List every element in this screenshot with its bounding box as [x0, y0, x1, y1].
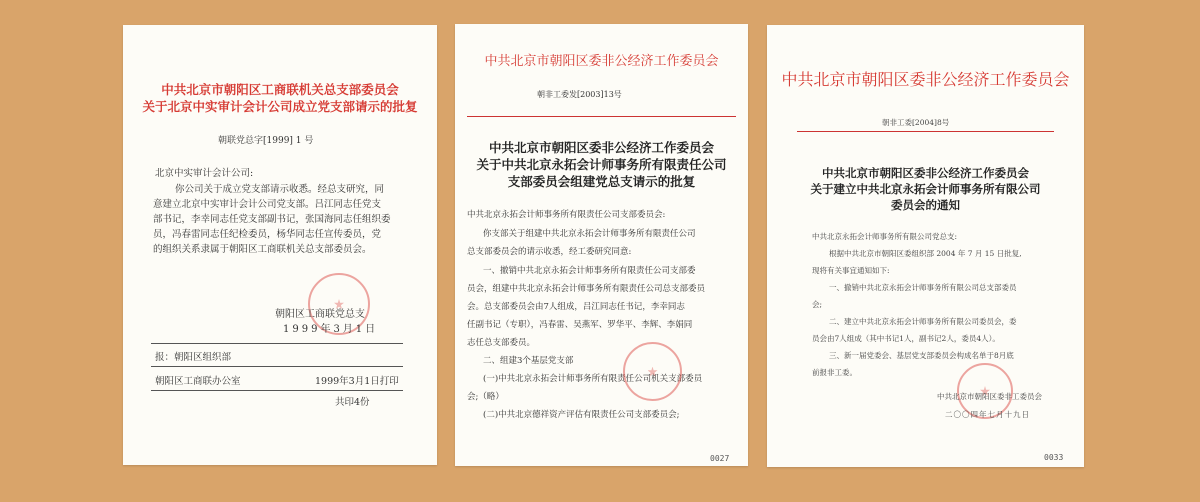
doc1-header-line1: 中共北京市朝阳区工商联机关总支部委员会 [161, 82, 399, 97]
doc1-body-line: 员，冯春雷同志任纪检委员，杨华同志任宣传委员，党 [153, 229, 382, 240]
doc1-doc-number: 朝联党总字[1999] 1 号 [218, 136, 314, 146]
doc3-body-line: 前报非工委。 [812, 368, 857, 377]
doc1-body-line: 你公司关于成立党支部请示收悉。经总支研究，同 [175, 184, 385, 195]
doc2-body-line: 志任总支部委员。 [467, 338, 536, 348]
doc2-page-number: 0027 [710, 454, 730, 463]
doc2-body-line: (一)中共北京永拓会计师事务所有限责任公司机关支部委员 [483, 374, 703, 384]
doc3-body-line: 二、建立中共北京永拓会计师事务所有限公司委员会，委 [829, 317, 1017, 326]
doc2-body-line: (二)中共北京德祥资产评估有限责任公司支部委员会; [483, 410, 680, 420]
doc3-body-line: 员会由7人组成（其中书记1人，副书记2人，委员4人）。 [812, 334, 1000, 343]
document-1 [123, 25, 437, 465]
doc3-title-line: 中共北京市朝阳区委非公经济工作委员会 [822, 166, 1029, 180]
divider [151, 366, 403, 367]
doc2-body-line: 任副书记（专职），冯春雷、吴燕军、罗华平、李辉、李娟同 [467, 320, 693, 330]
doc3-header: 中共北京市朝阳区委非公经济工作委员会 [781, 70, 1070, 89]
doc1-printer: 朝阳区工商联办公室 [155, 376, 241, 387]
doc2-title-line: 关于中共北京永拓会计师事务所有限责任公司 [476, 157, 727, 172]
doc2-header: 中共北京市朝阳区委非公经济工作委员会 [484, 54, 719, 69]
doc2-body-line: 一、撤销中共北京永拓会计师事务所有限责任公司支部委 [483, 266, 696, 276]
doc3-signature-date: 二〇〇四年七月十九日 [945, 410, 1030, 419]
doc3-doc-number: 朝非工委[2004]8号 [882, 118, 950, 127]
doc2-body-line: 员会，组建中共北京永拓会计师事务所有限责任公司总支部委员 [467, 284, 706, 294]
doc2-salutation: 中共北京永拓会计师事务所有限责任公司支部委员会: [467, 210, 666, 220]
doc2-doc-number: 朝非工委发[2003]13号 [537, 90, 622, 99]
doc1-body-line: 部书记，李幸同志任党支部副书记，张国海同志任组织委 [153, 214, 391, 225]
doc1-copies: 共印4份 [335, 397, 370, 408]
doc3-body-line: 会; [812, 300, 823, 309]
doc1-cc-line: 报：朝阳区组织部 [155, 352, 232, 363]
doc1-body-line: 的组织关系隶属于朝阳区工商联机关总支部委员会。 [153, 244, 372, 255]
doc1-salutation: 北京中实审计会计公司: [155, 168, 254, 179]
doc3-body-line: 三、新一届党委会、基层党支部委员会构成名单于8月底 [829, 351, 1014, 360]
doc2-official-seal [623, 342, 682, 401]
doc1-header-line2: 关于北京中实审计会计公司成立党支部请示的批复 [142, 99, 418, 114]
doc3-body-line: 现将有关事宜通知如下: [812, 266, 890, 275]
document-3 [767, 25, 1084, 467]
doc3-title-line: 委员会的通知 [891, 198, 960, 212]
doc1-print-date: 1999年3月1日打印 [315, 376, 399, 387]
doc2-body-line: 会;（略） [467, 392, 504, 402]
doc3-signature-org: 中共北京市朝阳区委非工委员会 [937, 392, 1042, 401]
doc2-title-line: 中共北京市朝阳区委非公经济工作委员会 [488, 140, 714, 155]
document-2 [455, 24, 748, 466]
doc2-body-line: 二、组建3个基层党支部 [483, 356, 574, 366]
doc2-title-line: 支部委员会组建党总支请示的批复 [507, 174, 696, 189]
doc1-signature-org: 朝阳区工商联党总支 [275, 309, 365, 320]
doc3-page-number: 0033 [1044, 453, 1064, 462]
doc2-body-line: 会。总支部委员会由7人组成，吕江同志任书记，李幸同志 [467, 302, 685, 312]
doc1-body-line: 意建立北京中实审计会计公司党支部。吕江同志任党支 [153, 199, 382, 210]
red-divider [797, 131, 1054, 132]
divider [151, 343, 403, 344]
doc1-signature-date: 1999年3月1日 [283, 324, 379, 335]
doc3-body-line: 一、撤销中共北京永拓会计师事务所有限公司总支部委员 [829, 283, 1017, 292]
doc3-title-line: 关于建立中共北京永拓会计师事务所有限公司 [810, 182, 1041, 196]
doc3-salutation: 中共北京永拓会计师事务所有限公司党总支: [812, 232, 958, 241]
doc2-body-line: 你支部关于组建中共北京永拓会计师事务所有限责任公司 [483, 229, 696, 239]
doc3-body-line: 根据中共北京市朝阳区委组织部 2004 年 7 月 15 日批复, [829, 249, 1022, 258]
red-divider [467, 116, 736, 117]
doc2-body-line: 总支部委员会的请示收悉，经工委研究同意: [467, 247, 632, 257]
divider [151, 390, 403, 391]
